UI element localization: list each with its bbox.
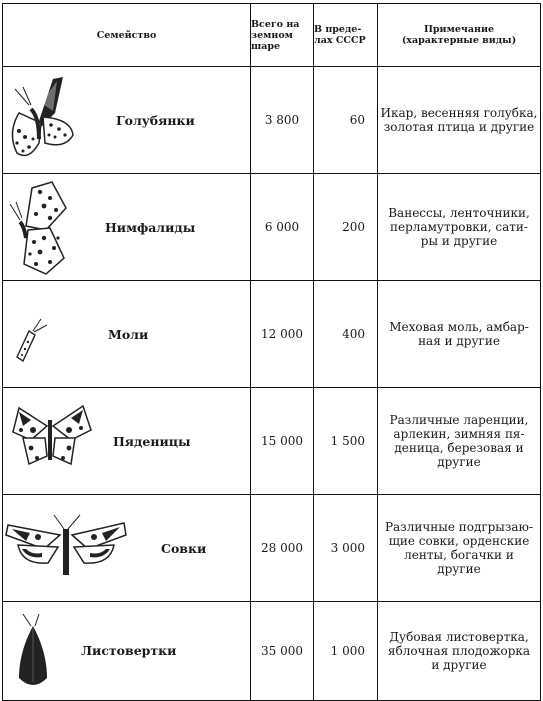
header-world-total: Всего на земном шаре (251, 4, 314, 67)
family-name: Голубянки (116, 113, 195, 128)
family-name: Совки (161, 541, 207, 556)
table-row (3, 67, 541, 174)
lepidoptera-families-table (2, 3, 541, 701)
family-cell (3, 602, 251, 701)
family-name: Моли (108, 327, 149, 342)
butterfly-icon (6, 178, 78, 278)
world-count: 12 000 (251, 281, 314, 388)
header-note: Примечание (характерные виды) (378, 4, 541, 67)
ussr-count: 1 500 (314, 388, 378, 495)
family-cell (3, 67, 251, 174)
moth-icon (11, 315, 59, 365)
header-row (3, 4, 541, 67)
family-name: Листовертки (81, 643, 177, 658)
header-family: Семейство (3, 4, 251, 67)
leafroller-moth-icon (13, 612, 53, 694)
geometer-moth-icon (9, 402, 93, 472)
family-cell (3, 388, 251, 495)
header-ussr-total: В преде- лах СССР (314, 4, 378, 67)
world-count: 15 000 (251, 388, 314, 495)
family-cell (3, 495, 251, 602)
family-name: Пяденицы (113, 434, 191, 449)
table-row (3, 174, 541, 281)
ussr-count: 1 000 (314, 602, 378, 701)
table-row (3, 495, 541, 602)
ussr-count: 400 (314, 281, 378, 388)
family-name: Нимфалиды (105, 220, 196, 235)
note-text: Дубовая листовертка, яблочная плодожорка и другие (378, 602, 541, 701)
note-text: Меховая моль, амбар- ная и другие (378, 281, 541, 388)
ussr-count: 60 (314, 67, 378, 174)
family-cell (3, 281, 251, 388)
table-row (3, 281, 541, 388)
world-count: 6 000 (251, 174, 314, 281)
world-count: 35 000 (251, 602, 314, 701)
table-row (3, 602, 541, 701)
note-text: Икар, весенняя голубка, золотая птица и другие (378, 67, 541, 174)
noctuid-moth-icon (4, 513, 128, 579)
butterfly-icon (5, 73, 77, 161)
world-count: 28 000 (251, 495, 314, 602)
table-row (3, 388, 541, 495)
ussr-count: 3 000 (314, 495, 378, 602)
family-cell (3, 174, 251, 281)
note-text: Различные подгрызаю- щие совки, орденские ленты, богачки и другие (378, 495, 541, 602)
ussr-count: 200 (314, 174, 378, 281)
note-text: Ванессы, ленточники, перламутровки, сати- ры и другие (378, 174, 541, 281)
note-text: Различные ларенции, арлекин, зимняя пя- деница, березовая и другие (378, 388, 541, 495)
world-count: 3 800 (251, 67, 314, 174)
